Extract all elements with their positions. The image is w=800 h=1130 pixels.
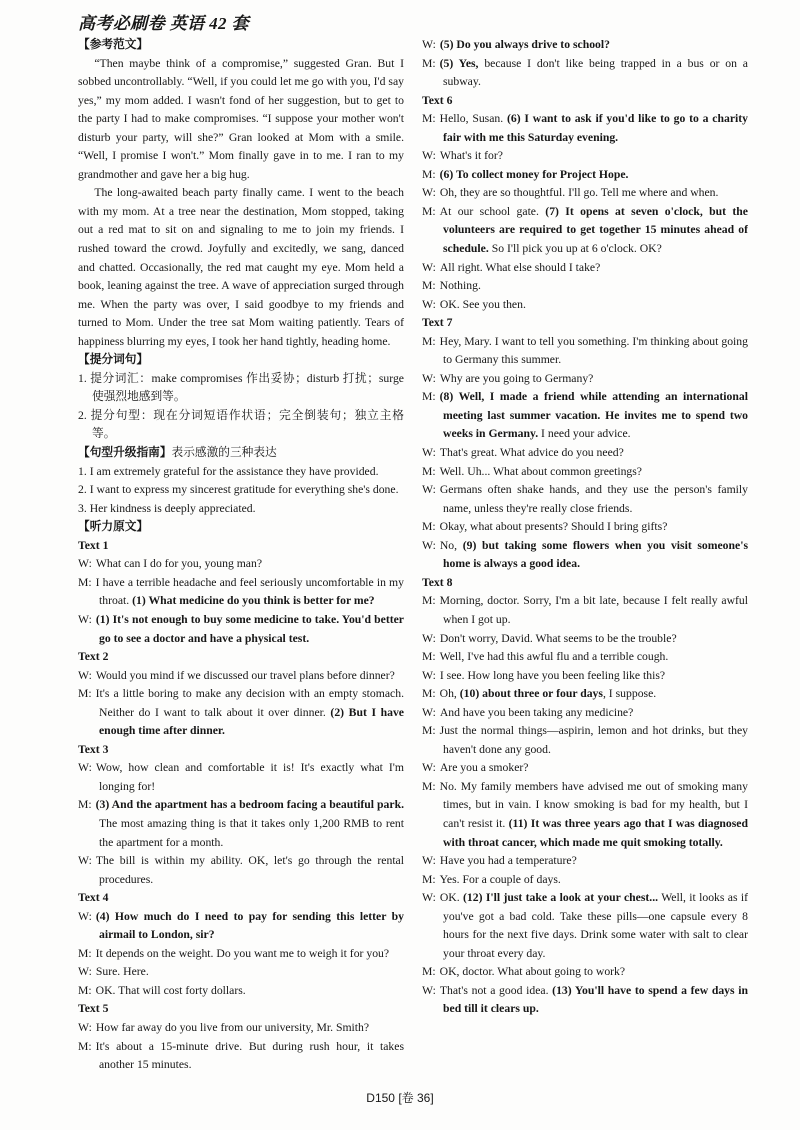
- answer-evidence-text: (8) Well, I made a friend while attending an international meeting last summer vacation. He invites me to spend two weeks in Germany.: [439, 390, 748, 441]
- dialogue-line: [422, 110, 748, 147]
- dialogue-line: [422, 982, 748, 1019]
- answer-evidence-text: (2) But I have enough time after dinner.: [99, 705, 404, 738]
- scoring-phrases-list: [78, 370, 404, 444]
- speaker-label: W:: [78, 854, 92, 868]
- speaker-label: W:: [78, 1020, 92, 1034]
- speaker-label: M:: [78, 687, 92, 701]
- dialogue-text: Oh, they are so thoughtful. I'll go. Tell me where and when.: [439, 186, 719, 200]
- speaker-label: M:: [422, 965, 436, 979]
- speaker-label: M:: [422, 56, 436, 70]
- dialogue-text: because I don't like being trapped in a bus or on a subway.: [443, 56, 748, 89]
- dialogue-text: What's it for?: [439, 149, 503, 163]
- dialogue-text: Morning, doctor. Sorry, I'm a bit late, because I felt really awful when I got up.: [439, 594, 748, 626]
- dialogue-line: [422, 630, 748, 649]
- dialogue-text: All right. What else should I take?: [439, 260, 601, 274]
- answer-evidence-text: (5) Yes,: [439, 56, 479, 70]
- answer-evidence-text: (3) And the apartment has a bedroom facing a beautiful park.: [95, 798, 404, 812]
- gratitude-expression-item: 3. Her kindness is deeply appreciated.: [78, 501, 256, 515]
- speaker-label: W:: [78, 909, 92, 923]
- sentence-upgrade-heading-row: [78, 444, 404, 463]
- speaker-label: W:: [78, 557, 92, 571]
- dialogue-text: I see. How long have you been feeling like this?: [439, 668, 666, 682]
- dialogue-line: [422, 36, 748, 55]
- volume-label: [卷 36]: [398, 1091, 434, 1105]
- dialogue-text: The bill is within my ability. OK, let's go through the rental procedures.: [95, 854, 404, 886]
- sentence-upgrade-list: [78, 463, 404, 519]
- listening-text-title: Text 6: [422, 93, 453, 107]
- speaker-label: M:: [422, 204, 436, 218]
- speaker-label: M:: [78, 946, 92, 960]
- listening-text-title: Text 3: [78, 742, 109, 756]
- dialogue-text: What can I do for you, young man?: [95, 557, 263, 571]
- dialogue-text: OK. See you then.: [439, 297, 526, 311]
- dialogue-line: [422, 648, 748, 667]
- dialogue-text: It's a little boring to make any decision with an empty stomach. Neither do I want to talk about it over dinner.: [95, 687, 404, 719]
- dialogue-text: So I'll pick you up at 6 o'clock. OK?: [488, 242, 662, 256]
- dialogue-line: [422, 592, 748, 629]
- dialogue-line: [422, 481, 748, 518]
- speaker-label: W:: [78, 965, 92, 979]
- dialogue-line: [78, 963, 404, 982]
- speaker-label: W:: [422, 149, 436, 163]
- dialogue-line: [422, 778, 748, 852]
- dialogue-line: [422, 463, 748, 482]
- scoring-phrases-heading: 【提分词句】: [78, 353, 149, 367]
- speaker-label: M:: [422, 334, 436, 348]
- dialogue-text: Just the normal things—aspirin, lemon and hot drinks, but they haven't done any good.: [439, 724, 748, 756]
- gratitude-expression-item: 1. I am extremely grateful for the assistance they have provided.: [78, 464, 379, 478]
- speaker-label: W:: [78, 668, 92, 682]
- dialogue-text: Well, it looks as if you've got a bad cold. Take these pills—one capsule every 8 hours for the next five days. Drink some water with salt to clear your throat every day.: [443, 891, 748, 960]
- gratitude-expression-item: 2. I want to express my sincerest gratitude for everything she's done.: [78, 483, 399, 497]
- dialogue-line: [422, 722, 748, 759]
- dialogue-line: [422, 296, 748, 315]
- dialogue-text: Hello, Susan.: [439, 112, 507, 126]
- dialogue-text: Well. Uh... What about common greetings?: [439, 464, 642, 478]
- dialogue-line: [422, 166, 748, 185]
- dialogue-line: [422, 277, 748, 296]
- speaker-label: M:: [422, 872, 436, 886]
- page-number: D150: [366, 1091, 395, 1105]
- dialogue-line: [422, 203, 748, 259]
- speaker-label: W:: [422, 371, 436, 385]
- listening-transcript-heading: 【听力原文】: [78, 520, 149, 534]
- dialogue-line: [422, 889, 748, 963]
- speaker-label: W:: [422, 186, 436, 200]
- dialogue-text: That's great. What advice do you need?: [439, 446, 624, 460]
- speaker-label: M:: [422, 724, 436, 738]
- speaker-label: M:: [422, 520, 436, 534]
- speaker-label: W:: [422, 668, 436, 682]
- speaker-label: W:: [422, 983, 436, 997]
- listening-text-title: Text 1: [78, 538, 109, 552]
- speaker-label: M:: [422, 167, 436, 181]
- dialogue-line: [422, 388, 748, 444]
- listening-text-title: Text 4: [78, 891, 109, 905]
- dialogue-line: [78, 1038, 404, 1075]
- speaker-label: W:: [422, 631, 436, 645]
- dialogue-text: I have a terrible headache and feel seriously uncomfortable in my throat.: [95, 575, 404, 608]
- dialogue-text: Would you mind if we discussed our travel plans before dinner?: [95, 668, 395, 682]
- dialogue-line: [78, 685, 404, 741]
- speaker-label: W:: [422, 38, 436, 51]
- answer-evidence-text: (11) It was three years ago that I was diagnosed with throat cancer, which made me quit smoking totally.: [443, 816, 748, 849]
- answer-evidence-text: (4) How much do I need to pay for sending this letter by airmail to London, sir?: [95, 909, 404, 942]
- dialogue-line: [78, 611, 404, 648]
- speaker-label: M:: [78, 983, 92, 997]
- speaker-label: W:: [78, 612, 92, 626]
- dialogue-line: [78, 908, 404, 945]
- answer-evidence-text: (9) but taking some flowers when you visit someone's home is always a good idea.: [443, 538, 748, 571]
- speaker-label: M:: [422, 279, 436, 293]
- scoring-phrases-section: [78, 351, 404, 444]
- dialogue-line: [78, 852, 404, 889]
- dialogue-text: , I suppose.: [602, 687, 657, 701]
- dialogue-line: [78, 982, 404, 1001]
- dialogue-text: OK. That will cost forty dollars.: [95, 983, 246, 997]
- dialogue-line: [422, 518, 748, 537]
- dialogue-text: Don't worry, David. What seems to be the trouble?: [439, 631, 677, 645]
- dialogue-line: [78, 574, 404, 611]
- answer-evidence-text: (5) Do you always drive to school?: [439, 38, 610, 51]
- dialogue-line: [422, 685, 748, 704]
- dialogue-text: Nothing.: [439, 279, 481, 293]
- sentence-upgrade-topic: 表示感激的三种表达: [171, 446, 277, 460]
- dialogue-text: Hey, Mary. I want to tell you something. I'm thinking about going to Germany this summer.: [439, 334, 748, 367]
- dialogue-line: [422, 184, 748, 203]
- dialogue-line: [78, 796, 404, 852]
- model-essay-section: [78, 36, 404, 351]
- speaker-label: W:: [422, 483, 436, 497]
- dialogue-text: I need your advice.: [538, 427, 631, 441]
- answer-evidence-text: (6) To collect money for Project Hope.: [439, 167, 629, 181]
- dialogue-line: [422, 963, 748, 982]
- speaker-label: W:: [422, 891, 436, 905]
- dialogue-text: Why are you going to Germany?: [439, 371, 594, 385]
- listening-text-title: Text 7: [422, 316, 453, 330]
- speaker-label: W:: [422, 538, 436, 552]
- dialogue-text: No. My family members have advised me out of smoking many times, but in vain. I know smoking is bad for my health, but I can't resist it.: [439, 779, 748, 830]
- answer-evidence-text: (10) about three or four days: [459, 687, 603, 701]
- dialogue-text: OK.: [439, 891, 464, 905]
- dialogue-text: Sure. Here.: [95, 965, 149, 979]
- essay-paragraph: “Then maybe think of a compromise,” suggested Gran. But I sobbed uncontrollably. “Well, if you could let me go with you, I'd say yes,” my mom added. I wasn't fond of her suggestion, but to get to the party I had to make compromises. “I suppose your mother won't disturb your party, will she?” Gran looked at Mom with a smile. “Well, I promise I won't.” Mom finally gave in to me. I ran to my grandmother and gave her a big hug.: [78, 56, 404, 181]
- dialogue-text: OK, doctor. What about going to work?: [439, 965, 626, 979]
- dialogue-line: [78, 945, 404, 964]
- speaker-label: M:: [422, 390, 436, 404]
- dialogue-text: How far away do you live from our university, Mr. Smith?: [95, 1020, 370, 1034]
- listening-text-title: Text 2: [78, 650, 109, 664]
- listening-text-title: Text 8: [422, 575, 453, 589]
- answer-key-columns: [78, 36, 748, 1088]
- page-footer: [0, 1089, 800, 1106]
- speaker-label: W:: [422, 446, 436, 460]
- dialogue-line: [422, 147, 748, 166]
- dialogue-text: It depends on the weight. Do you want me to weigh it for you?: [95, 946, 390, 960]
- dialogue-line: [422, 852, 748, 871]
- speaker-label: M:: [422, 464, 436, 478]
- sentence-upgrade-heading: 【句型升级指南】: [78, 446, 172, 460]
- dialogue-line: [78, 667, 404, 686]
- dialogue-line: [422, 871, 748, 890]
- dialogue-text: Oh,: [439, 687, 460, 701]
- speaker-label: M:: [78, 798, 92, 812]
- speaker-label: W:: [422, 761, 436, 775]
- dialogue-line: [78, 1019, 404, 1038]
- dialogue-text: Well, I've had this awful flu and a terrible cough.: [439, 650, 669, 664]
- model-essay-heading: 【参考范文】: [78, 38, 149, 51]
- speaker-label: M:: [422, 594, 436, 608]
- sentence-upgrade-section: [78, 444, 404, 518]
- speaker-label: M:: [422, 112, 436, 126]
- dialogue-line: [422, 444, 748, 463]
- dialogue-line: [422, 333, 748, 370]
- dialogue-text: The most amazing thing is that it takes only 1,200 RMB to rent the apartment for a month.: [99, 816, 404, 849]
- dialogue-text: That's not a good idea.: [439, 983, 553, 997]
- dialogue-text: Have you had a temperature?: [439, 854, 577, 868]
- scoring-phrase-item: 1. 提分词汇：make compromises 作出妥协；disturb 打扰；surge 使强烈地感到等。: [78, 371, 404, 404]
- dialogue-line: [422, 667, 748, 686]
- dialogue-text: Are you a smoker?: [439, 761, 529, 775]
- dialogue-text: Yes. For a couple of days.: [439, 872, 561, 886]
- model-essay-body: [78, 55, 404, 352]
- dialogue-line: [422, 370, 748, 389]
- answer-evidence-text: (12) I'll just take a look at your chest...: [463, 891, 659, 905]
- speaker-label: W:: [422, 854, 436, 868]
- answer-evidence-text: (6) I want to ask if you'd like to go to a charity fair with me this Saturday evening.: [443, 112, 748, 144]
- dialogue-line: [78, 555, 404, 574]
- dialogue-line: [422, 259, 748, 278]
- answer-evidence-text: (13) You'll have to spend a few days in bed till it clears up.: [443, 983, 748, 1016]
- speaker-label: W:: [422, 260, 436, 274]
- essay-paragraph: The long-awaited beach party finally came. I went to the beach with my mom. At a tree near the destination, Mom stopped, taking out a red mat to sit on and signaling to me to join my friends. I rushed toward the crowd. Joyfully and excitedly, we sang, danced and chatted. Occasionally, the red mat caught my eye. Mom held a book, leaning against the tree. A wave of appreciation surged through me. When the party was over, I said goodbye to my friends and turned to Mom. Under the tree sat Mom waiting patiently. Tears of happiness blurring my eyes, I took her hand tightly, heading home.: [78, 186, 404, 348]
- dialogue-text: No,: [439, 538, 463, 552]
- speaker-label: W:: [422, 705, 436, 719]
- dialogue-line: [422, 537, 748, 574]
- answer-evidence-text: (1) It's not enough to buy some medicine to take. You'd better go to see a doctor and have a physical test.: [95, 612, 404, 645]
- speaker-label: M:: [78, 1039, 92, 1053]
- speaker-label: M:: [422, 650, 436, 664]
- dialogue-text: At our school gate.: [439, 204, 546, 218]
- dialogue-line: [422, 759, 748, 778]
- speaker-label: M:: [78, 575, 92, 589]
- dialogue-text: Wow, how clean and comfortable it is! It's exactly what I'm longing for!: [95, 761, 404, 793]
- dialogue-line: [78, 759, 404, 796]
- dialogue-line: [422, 704, 748, 723]
- dialogue-line: [422, 55, 748, 92]
- answer-evidence-text: (7) It opens at seven o'clock, but the volunteers are required to get together 15 minutes ahead of schedule.: [443, 204, 748, 256]
- book-title-header: 高考必刷卷 英语 42 套: [78, 14, 249, 33]
- listening-text-title: Text 5: [78, 1002, 109, 1016]
- speaker-label: M:: [422, 779, 436, 793]
- speaker-label: W:: [422, 297, 436, 311]
- speaker-label: W:: [78, 761, 92, 775]
- dialogue-text: It's about a 15-minute drive. But during rush hour, it takes another 15 minutes.: [95, 1039, 404, 1072]
- scoring-phrase-item: 2. 提分句型：现在分词短语作状语；完全倒装句；独立主格等。: [78, 408, 404, 441]
- dialogue-text: Okay, what about presents? Should I bring gifts?: [439, 520, 668, 534]
- answer-evidence-text: (1) What medicine do you think is better for me?: [132, 594, 375, 608]
- dialogue-text: And have you been taking any medicine?: [439, 705, 634, 719]
- dialogue-text: Germans often shake hands, and they use the person's family name, unless they're really close friends.: [439, 483, 748, 515]
- speaker-label: M:: [422, 687, 436, 701]
